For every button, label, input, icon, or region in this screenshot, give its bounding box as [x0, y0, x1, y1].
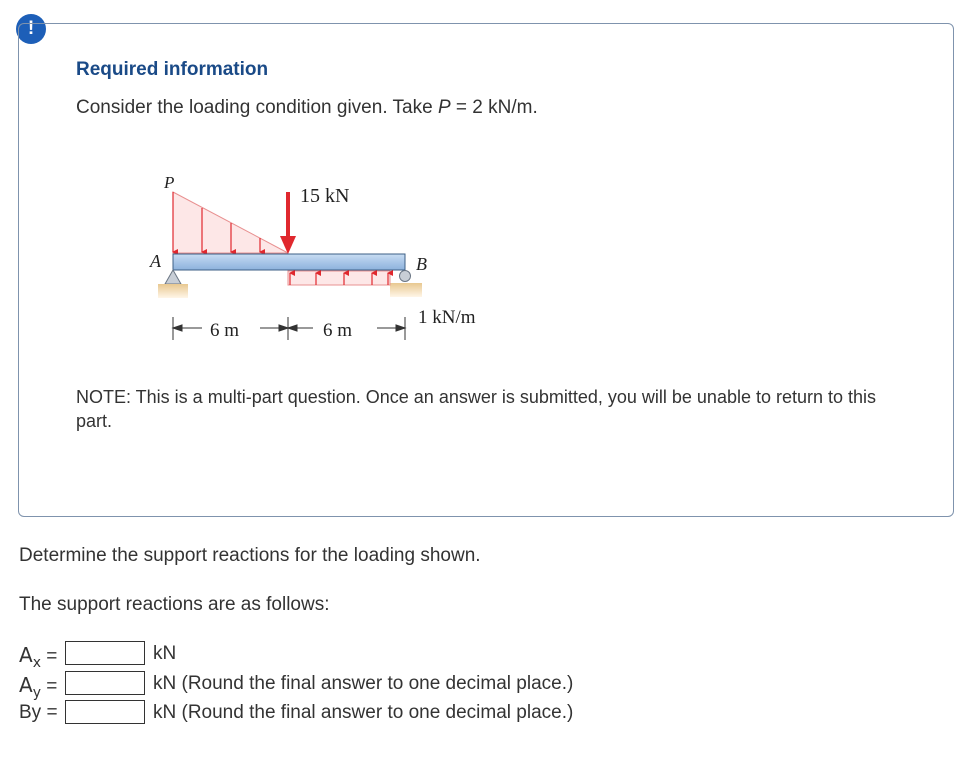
triangular-load [173, 192, 288, 253]
question-text: Determine the support reactions for the loading shown. [19, 545, 481, 566]
uniform-upward-load [288, 271, 390, 285]
multi-part-note: NOTE: This is a multi-part question. Once an answer is submitted, you will be unable to return to this part. [76, 387, 877, 431]
text-prefix: Consider the loading condition given. Take [76, 97, 438, 118]
subquestion-text: The support reactions are as follows: [19, 594, 330, 615]
label-a: A [150, 251, 161, 271]
answer-unit-by: kN (Round the final answer to one decimal place.) [153, 702, 574, 723]
dim-label-1: 6 m [210, 320, 240, 341]
beam-loading-diagram [140, 170, 520, 355]
label-b: B [416, 254, 427, 274]
required-info-title: Required information [76, 59, 269, 80]
text-var-p: P [437, 97, 451, 118]
dimension-line [173, 317, 405, 340]
loading-condition-text [76, 97, 538, 119]
point-load-label: 15 kN [300, 185, 350, 207]
pin-support-a [158, 270, 188, 298]
label-p: P [164, 173, 175, 192]
answer-label-ax: $A_x$ = [19, 643, 58, 671]
dim-label-2: 6 m [323, 320, 353, 341]
ay-input[interactable] [65, 671, 145, 695]
by-input[interactable] [65, 700, 145, 724]
answer-unit-ax: kN [153, 643, 177, 664]
ax-input[interactable] [65, 641, 145, 665]
answer-label-by: By = [19, 702, 58, 723]
roller-support-b [390, 271, 422, 298]
alert-icon: ! [16, 14, 46, 44]
point-load-arrow [280, 192, 296, 254]
beam [173, 254, 405, 270]
upload-label: 1 kN/m [418, 307, 476, 328]
answer-unit-ay: kN (Round the final answer to one decimal place.) [153, 673, 574, 694]
answer-label-ay: $A_y$ = [19, 673, 58, 701]
text-suffix: = 2 kN/m. [450, 97, 538, 118]
